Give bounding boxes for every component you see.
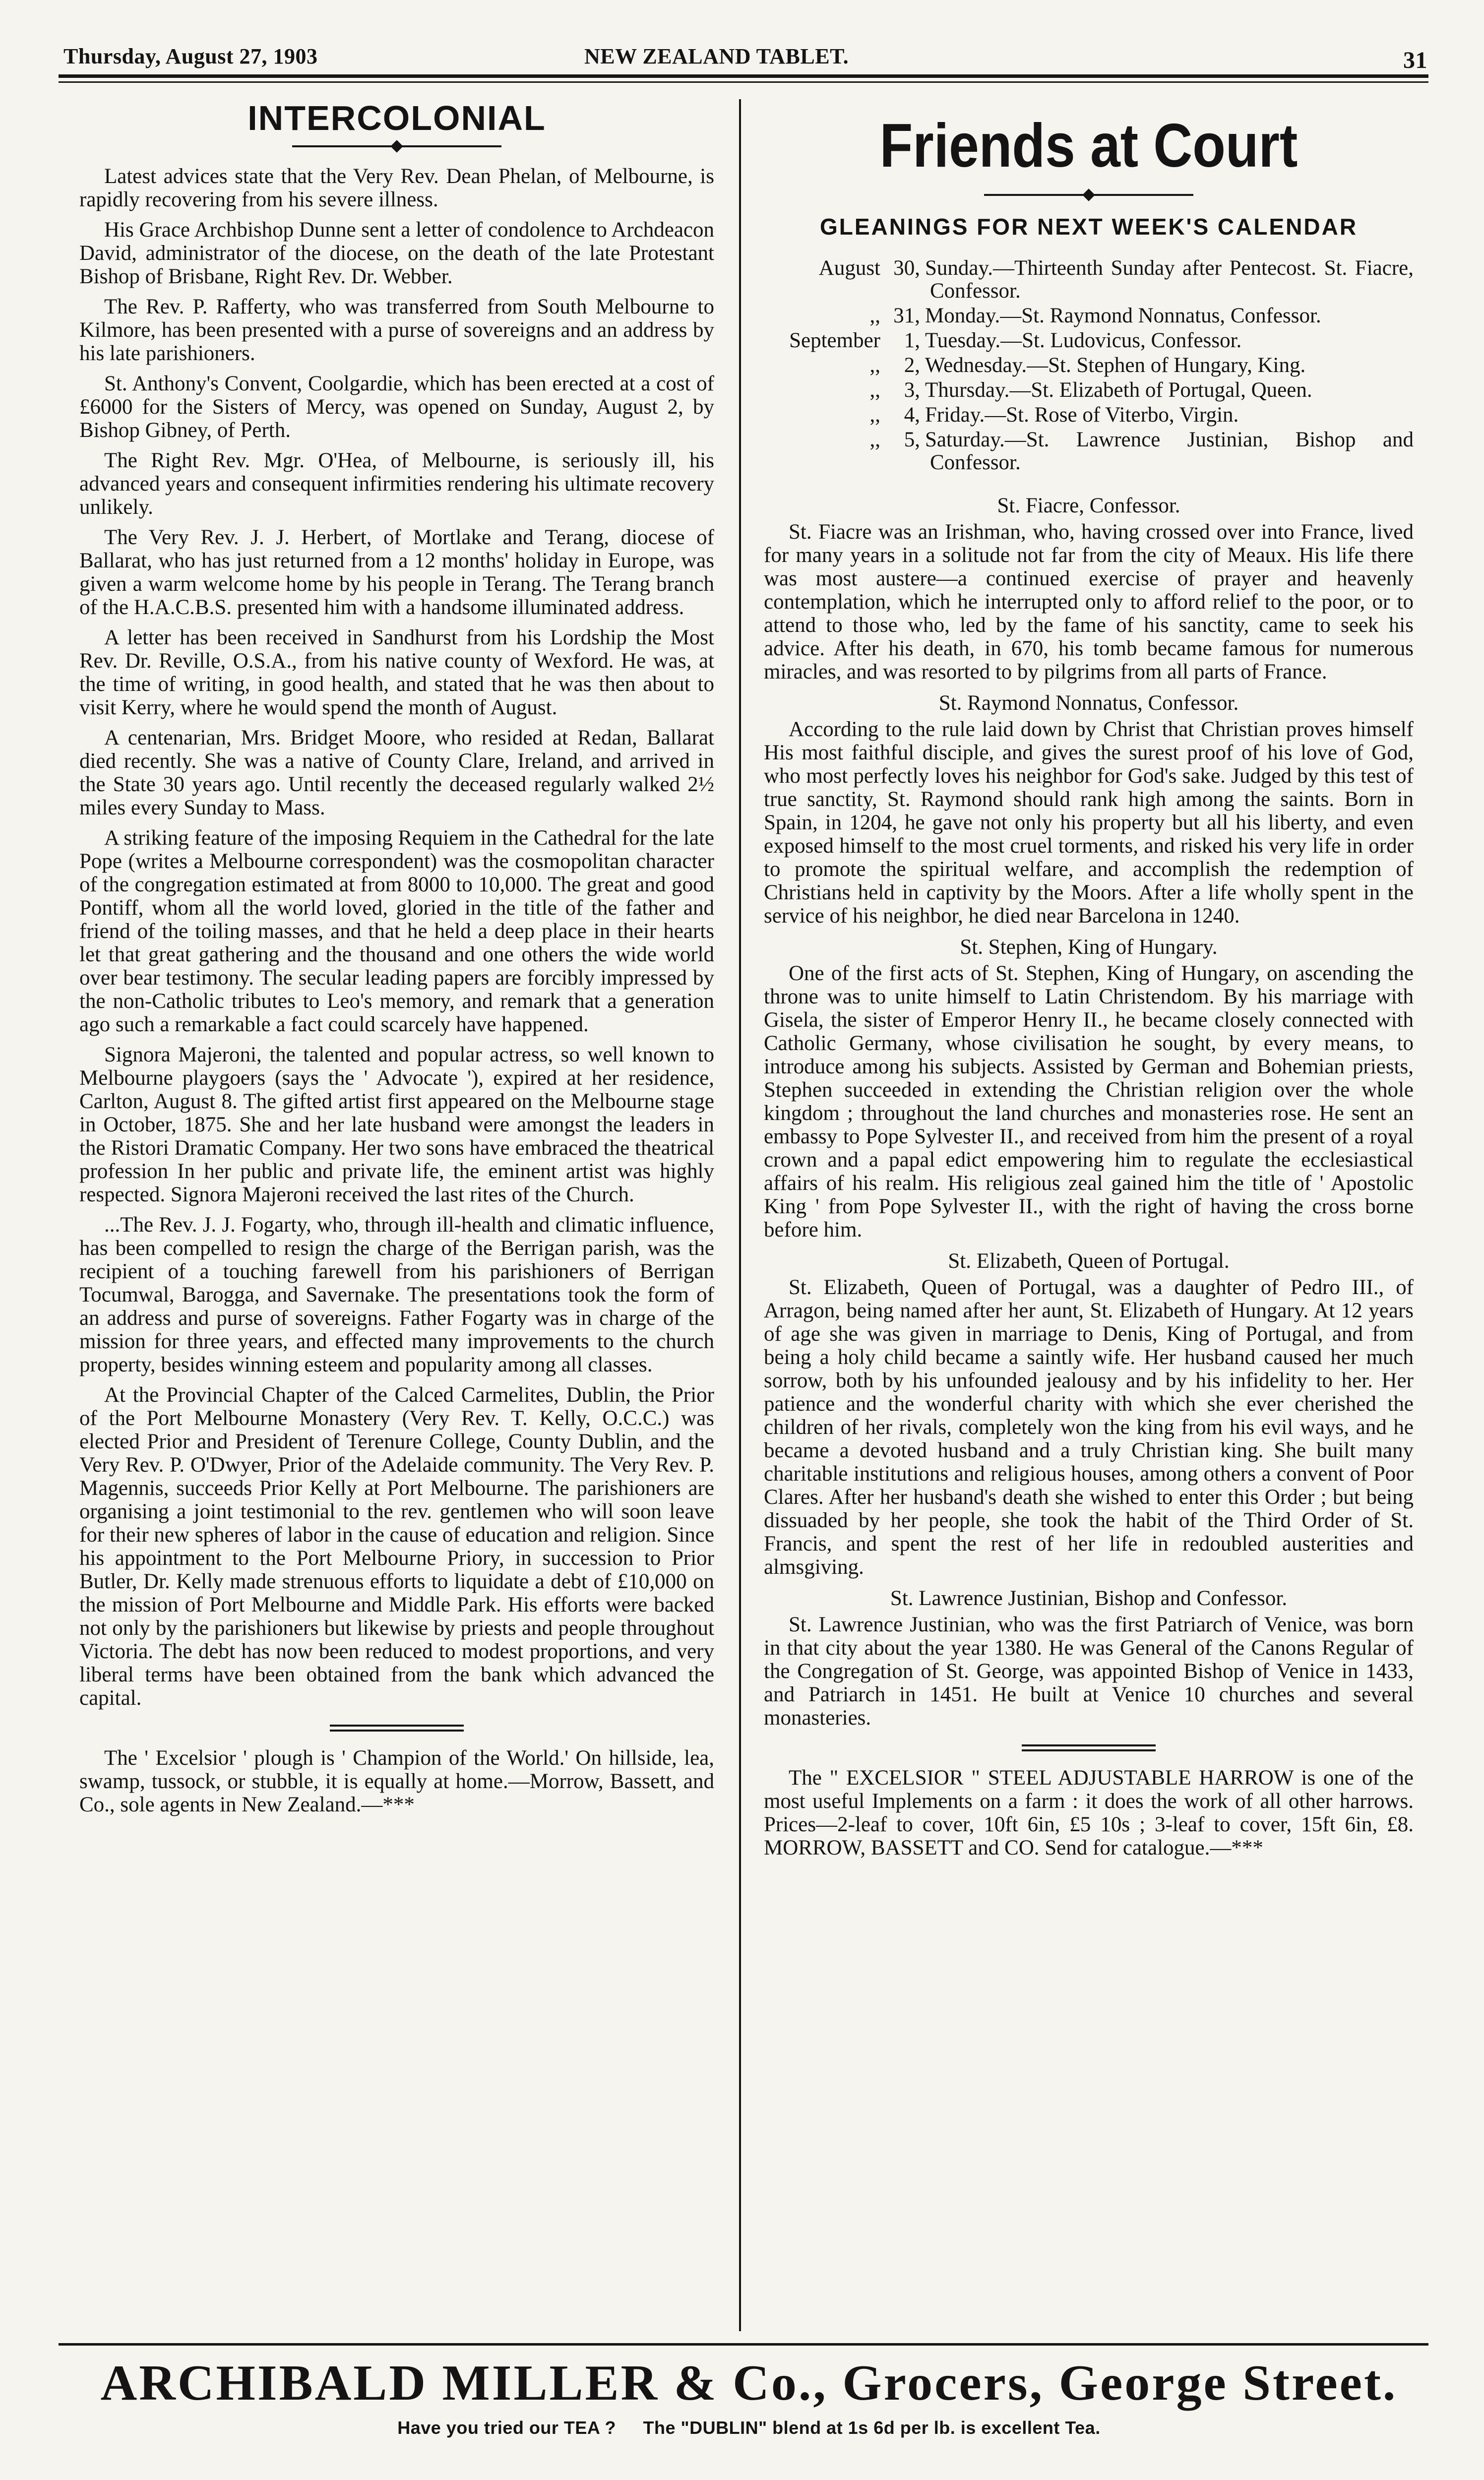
news-paragraph: The Rev. P. Rafferty, who was transferred from South Melbourne to Kilmore, has been presented with a purse of sovereigns and an address by his late parishioners.: [79, 295, 714, 365]
calendar-subtitle: GLEANINGS FOR NEXT WEEK'S CALENDAR: [819, 214, 1358, 240]
saint-text: St. Lawrence Justinian, who was the first Patriarch of Venice, was born in that city about the year 1380. He was General of the Canons Regular of the Congregation of St. George, was appointed Bishop of Venice in 1433, and Patriarch in 1451. He built at Venice 10 churches and several monasteries.: [764, 1613, 1414, 1730]
header-rule-thick: [59, 74, 1428, 78]
plough-advert: [79, 1746, 714, 1816]
saint-heading: St. Raymond Nonnatus, Confessor.: [938, 691, 1239, 715]
section-title-friends-at-court: Friends at Court: [879, 112, 1298, 180]
news-paragraph: At the Provincial Chapter of the Calced Carmelites, Dublin, the Prior of the Port Melbourne Monastery (Very Rev. T. Kelly, O.C.C.) was elected Prior and President of Terenure College, County Dublin, and the Very Rev. P. O'Dwyer, Prior of the Adelaide community. The Very Rev. P. Magennis, succeeds Prior Kelly at Port Melbourne. The parishioners are organising a joint testimonial to the rev. gentlemen who will soon leave for their new spheres of labor in the cause of education and religion. Since his appointment to the Port Melbourne Priory, in succession to Prior Butler, Dr. Kelly made strenuous efforts to liquidate a debt of £10,000 on the mission of Port Melbourne and Middle Park. His efforts were backed not only by the parishioners but likewise by priests and people throughout Victoria. The debt has now been reduced to modest proportions, and very liberal terms have been obtained from the bank which advanced the capital.: [79, 1383, 715, 1710]
footer-rule: [59, 2343, 1428, 2346]
saint-heading: St. Elizabeth, Queen of Portugal.: [948, 1249, 1230, 1273]
section-title-intercolonial: INTERCOLONIAL: [247, 99, 546, 137]
footer-tagline-dublin: The "DUBLIN" blend at 1s 6d per lb. is excellent Tea.: [643, 2418, 1101, 2438]
news-paragraph: A striking feature of the imposing Requiem in the Cathedral for the late Pope (writes a Melbourne correspondent) was the cosmopolitan character of the congregation estimated at from 8000 to 10,000. The great and good Pontiff, whom all the world loved, gloried in the title of the father and friend of the toiling masses, and that he held a deep place in their hearts let that great gathering and the thousand and one others the wide world over bear testimony. The secular leading papers are forcibly impressed by the non-Catholic tributes to Leo's memory, and remark that a generation ago such a remarkable a fact could scarcely have happened.: [79, 826, 714, 1036]
plough-advert-text: The ' Excelsior ' plough is ' Champion of the World.' On hillside, lea, swamp, tussock, or stubble, it is equally at home.—Morrow, Bassett, and Co., sole agents in New Zealand.—***: [79, 1746, 714, 1816]
saint-text: St. Elizabeth, Queen of Portugal, was a daughter of Pedro III., of Arragon, being named after her aunt, St. Elizabeth of Hungary. At 12 years of age she was given in marriage to Denis, King of Portugal, and from being a holy child became a saintly wife. Her husband caused her much sorrow, both by his unfounded jealousy and by his infidelity to her. Her patience and the wonderful charity with which she ever cherished the children of her rivals, completely won the king from his evil ways, and he became a devoted husband and a truly Christian king. She built many charitable institutions and religious houses, among others a convent of Poor Clares. After her husband's death she wished to enter this Order ; but being dissuaded by her people, she took the habit of the Third Order of St. Francis, and spent the rest of her life in redoubled austerities and almsgiving.: [764, 1276, 1414, 1579]
news-paragraph: Signora Majeroni, the talented and popular actress, so well known to Melbourne playgoers (says the ' Advocate '), expired at her residence, Carlton, August 8. The gifted artist first appeared on the Melbourne stage in October, 1875. She and her late husband were amongst the leaders in the Ristori Dramatic Company. Her two sons have embraced the theatrical profession In her public and private life, the eminent artist was highly respected. Signora Majeroni received the last rites of the Church.: [79, 1043, 714, 1206]
column-divider: [739, 99, 741, 2331]
news-paragraph: St. Anthony's Convent, Coolgardie, which has been erected at a cost of £6000 for the Sisters of Mercy, was opened on Sunday, August 2, by Bishop Gibney, of Perth.: [79, 372, 714, 442]
issue-date: Thursday, August 27, 1903: [63, 44, 318, 68]
harrow-advert-text: The " EXCELSIOR " STEEL ADJUSTABLE HARROW is one of the most useful Implements on a farm : it does the work of all other harrows. Prices—2-leaf to cover, 10ft 6in, £5 10s ; 3-leaf to cover, 15ft 6in, £8. MORROW, BASSETT and CO. Send for catalogue.—***: [764, 1766, 1414, 1860]
footer-advert-tagline: [74, 2418, 1423, 2438]
news-paragraph: Latest advices state that the Very Rev. Dean Phelan, of Melbourne, is rapidly recovering from his severe illness.: [79, 165, 714, 211]
newspaper-title: NEW ZEALAND TABLET.: [584, 44, 849, 68]
page-number: 31: [1403, 47, 1427, 73]
saint-heading: St. Fiacre, Confessor.: [997, 494, 1180, 517]
footer-tagline-tea: Have you tried our TEA ?: [397, 2418, 616, 2438]
calendar-row: ,, 4, Friday.—St. Rose of Viterbo, Virgin.: [869, 403, 1239, 427]
page-header: [59, 40, 1427, 79]
saint-heading: St. Stephen, King of Hungary.: [960, 935, 1218, 959]
section-separator: [330, 1725, 464, 1732]
section-separator: [1022, 1744, 1156, 1751]
harrow-advert: [764, 1766, 1414, 1860]
calendar-row: August 30, Sunday.—Thirteenth Sunday after Pentecost. St. Fiacre, Confessor.: [818, 256, 1414, 303]
news-paragraph: The Right Rev. Mgr. O'Hea, of Melbourne, is seriously ill, his advanced years and consequent infirmities rendering his ultimate recovery unlikely.: [79, 449, 714, 519]
saint-text: According to the rule laid down by Christ that Christian proves himself His most faithful disciple, and gives the surest proof of his love of God, who most perfectly loves his neighbor for God's sake. Judged by this test of true sanctity, St. Raymond should rank high among the saints. Born in Spain, in 1204, he gave not only his property but all his liberty, and even exposed himself to the most cruel torments, and risked his very life in order to promote the spiritual welfare, and accomplish the redemption of Christians held in captivity by the Moors. After a life wholly spent in the service of his neighbor, he died near Barcelona in 1240.: [764, 718, 1414, 928]
news-paragraph: A centenarian, Mrs. Bridget Moore, who resided at Redan, Ballarat died recently. She was a native of County Clare, Ireland, and arrived in the State 30 years ago. Until recently the deceased regularly walked 2½ miles every Sunday to Mass.: [79, 726, 714, 819]
calendar-row: ,, 3, Thursday.—St. Elizabeth of Portugal, Queen.: [869, 378, 1312, 402]
title-ornament: [79, 142, 714, 151]
calendar-row: ,, 2, Wednesday.—St. Stephen of Hungary, King.: [869, 354, 1306, 377]
saint-text: One of the first acts of St. Stephen, King of Hungary, on ascending the throne was to unite himself to Latin Christendom. By his marriage with Gisela, the sister of Emperor Henry II., he became closely connected with Catholic Germany, whose civilisation he sought, by every means, to introduce among his subjects. Assisted by German and Bohemian priests, Stephen succeeded in extending the Christian religion over the whole kingdom ; throughout the land churches and monasteries rose. He sent an embassy to Pope Sylvester II., and received from him the present of a royal crown and a papal edict empowering him to regulate the ecclesiastical affairs of his realm. His religious zeal gained him the title of ' Apostolic King ' from Pope Sylvester II., with the right of having the cross borne before him.: [764, 962, 1414, 1241]
left-column: [79, 94, 714, 1823]
news-paragraph: ...The Rev. J. J. Fogarty, who, through ill-health and climatic influence, has been compelled to resign the charge of the Berrigan parish, was the recipient of a touching farewell from his parishioners of Berrigan Tocumwal, Barogga, and Savernake. The presentations took the form of an address and purse of sovereigns. Father Fogarty was in charge of the mission for three years, and effected many improvements to the church property, besides winning esteem and popularity among all classes.: [79, 1213, 714, 1376]
calendar-row: September 1, Tuesday.—St. Ludovicus, Confessor.: [789, 329, 1242, 352]
news-paragraph: The Very Rev. J. J. Herbert, of Mortlake and Terang, diocese of Ballarat, who has just returned from a 12 months' holiday in Europe, was given a warm welcome home by his people in Terang. The Terang branch of the H.A.C.B.S. presented him with a handsome illuminated address.: [79, 526, 714, 619]
title-ornament: [764, 190, 1414, 199]
news-paragraph: His Grace Archbishop Dunne sent a letter of condolence to Archdeacon David, administrator of the diocese, on the death of the late Protestant Bishop of Brisbane, Right Rev. Dr. Webber.: [79, 218, 714, 288]
footer-advert: [74, 2356, 1423, 2438]
calendar-list: [764, 257, 1414, 474]
footer-advert-title: ARCHIBALD MILLER & Co., Grocers, George Street.: [100, 2355, 1398, 2411]
saint-heading: St. Lawrence Justinian, Bishop and Confessor.: [890, 1587, 1288, 1610]
news-paragraph: A letter has been received in Sandhurst from his Lordship the Most Rev. Dr. Reville, O.S.A., from his native county of Wexford. He was, at the time of writing, in good health, and stated that he was then about to visit Kerry, where he would spend the month of August.: [79, 626, 714, 719]
right-column: [764, 94, 1414, 1866]
header-rule-thin: [59, 81, 1428, 83]
calendar-row: ,, 5, Saturday.—St. Lawrence Justinian, Bishop and Confessor.: [869, 428, 1414, 474]
saint-text: St. Fiacre was an Irishman, who, having crossed over into France, lived for many years in a solitude not far from the city of Meaux. His life there was most austere—a continued exercise of prayer and heavenly contemplation, which he interrupted only to afford relief to the poor, or to attend to those who, led by the fame of his sanctity, came to seek his advice. After his death, in 670, his tomb became famous for numerous miracles, and was resorted to by pilgrims from all parts of France.: [764, 520, 1414, 683]
calendar-row: ,, 31, Monday.—St. Raymond Nonnatus, Confessor.: [869, 304, 1321, 327]
